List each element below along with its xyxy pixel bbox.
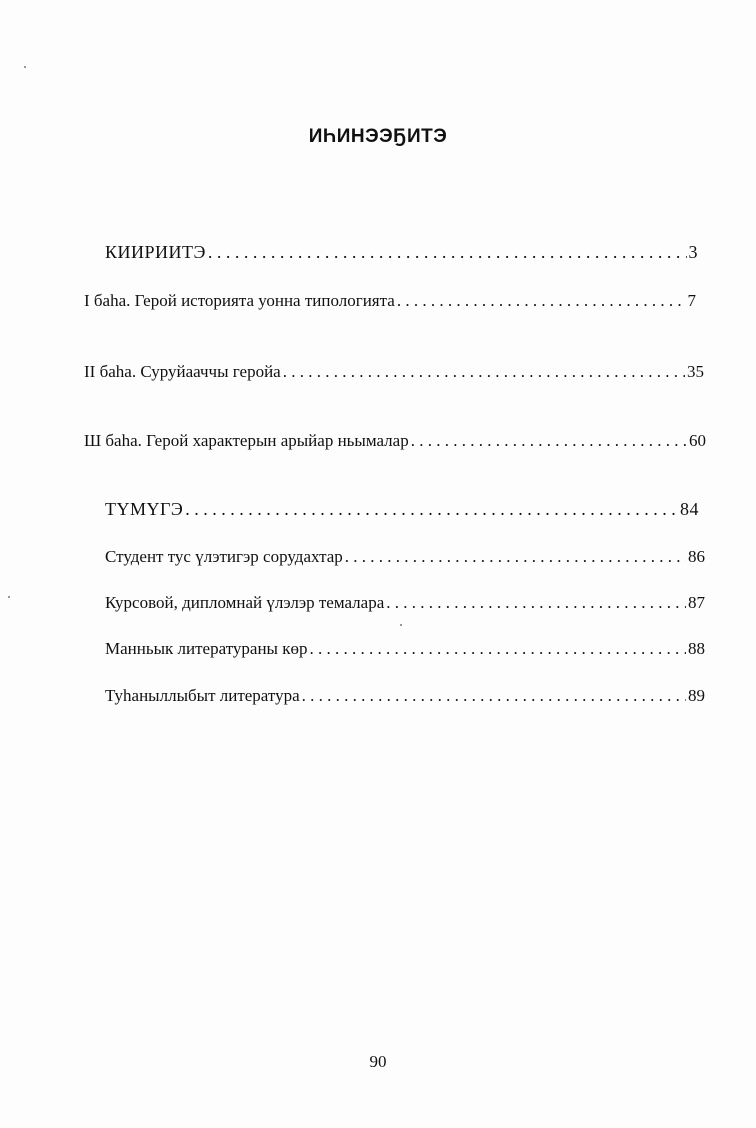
- page-number: 90: [369, 1052, 387, 1071]
- toc-entry-page: 35: [687, 362, 704, 381]
- toc-leader-dots: [206, 241, 687, 263]
- scan-speck: [400, 624, 402, 626]
- toc-entry-label: I баһа. Герой историята уонна типологията: [84, 291, 395, 310]
- toc-leader-dots: [409, 430, 687, 452]
- toc-leader-dots: [281, 361, 685, 383]
- toc-entry-label: Ш баһа. Герой характерын арыйар ньымалар: [84, 431, 409, 450]
- toc-leader-dots: [384, 592, 686, 614]
- toc-entry-reading-list: [105, 638, 705, 660]
- toc-entry-page: 88: [688, 639, 705, 658]
- toc-entry-chapter-2: [84, 361, 704, 383]
- scan-speck: [24, 66, 26, 68]
- toc-leader-dots: [183, 498, 678, 520]
- toc-entry-thesis-topics: [105, 592, 705, 614]
- page-title: ИҺИНЭЭҔИТЭ: [308, 126, 448, 147]
- toc-leader-dots: [395, 290, 686, 312]
- toc-leader-dots: [343, 546, 686, 568]
- toc-entry-label: Курсовой, дипломнай үлэлэр темалара: [105, 593, 385, 612]
- scan-speck: [8, 596, 10, 598]
- toc-entry-conclusion: [105, 498, 699, 520]
- toc-entry-page: 84: [680, 499, 699, 519]
- toc-entry-label: ТҮМҮГЭ: [105, 499, 184, 519]
- toc-entry-label: Туһаныллыбыт литература: [105, 686, 300, 705]
- toc-entry-chapter-1: [84, 290, 696, 312]
- toc-entry-page: 87: [688, 593, 705, 612]
- toc-entry-page: 3: [688, 242, 698, 262]
- toc-entry-label: II баһа. Суруйааччы геройа: [84, 362, 281, 381]
- toc-entry-page: 7: [687, 291, 696, 310]
- toc-entry-page: 60: [689, 431, 706, 450]
- toc-leader-dots: [300, 685, 686, 707]
- toc-entry-label: КИИРИИТЭ: [105, 242, 206, 262]
- toc-entry-page: 89: [688, 686, 705, 705]
- toc-entry-introduction: [105, 241, 698, 263]
- toc-entry-references: [105, 685, 705, 707]
- toc-entry-student-tasks: [105, 546, 705, 568]
- toc-entry-chapter-3: [84, 430, 706, 452]
- toc-leader-dots: [307, 638, 686, 660]
- toc-entry-label: Студент тус үлэтигэр сорудахтар: [105, 547, 343, 566]
- toc-entry-page: 86: [688, 547, 705, 566]
- toc-entry-label: Манньык литератураны көр: [105, 639, 308, 658]
